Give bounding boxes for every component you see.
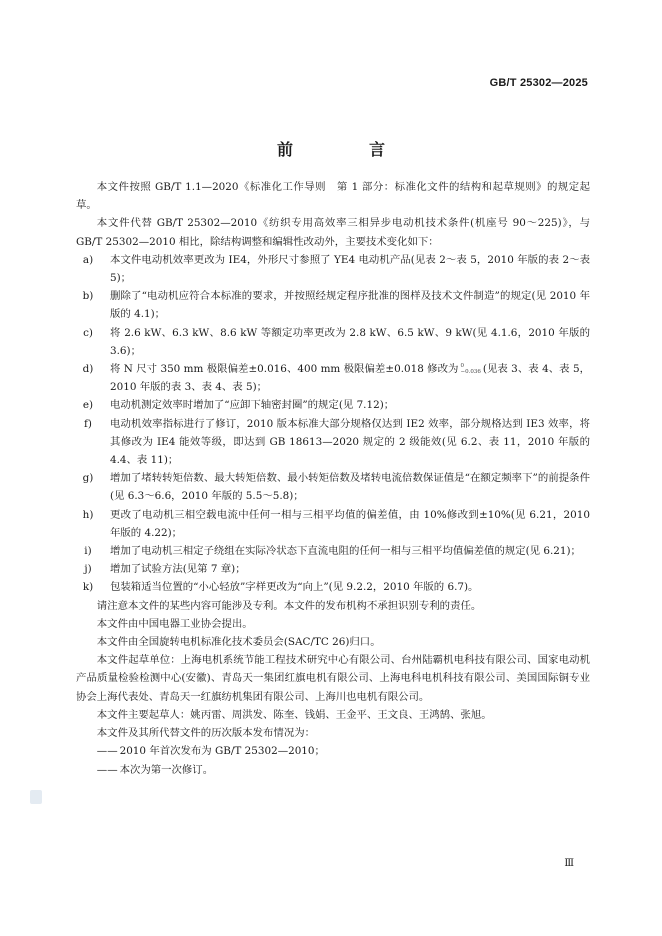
foreword-body	[76, 178, 590, 779]
list-text: 包装箱适当位置的“小心轻放”字样更改为“向上”(见 9.2.2，2010 年版的 6.7)。	[110, 581, 479, 594]
tolerance-lower: −0.036	[460, 369, 481, 376]
list-text: 增加了堵转转矩倍数、最大转矩倍数、最小转矩倍数及堵转电流倍数保证值是“在额定频率下”的前提条件(见 6.3～6.6，2010 年版的 5.5～5.8)；	[110, 472, 590, 503]
list-item	[76, 360, 590, 396]
paragraph: 本文件按照 GB/T 1.1—2020《标准化工作导则 第 1 部分：标准化文件的结构和起草规则》的规定起草。	[76, 181, 590, 212]
list-label: k)	[82, 581, 94, 594]
watermark-icon	[30, 790, 42, 804]
list-label: b)	[82, 290, 94, 303]
list-text: 增加了电动机三相定子绕组在实际冷状态下直流电阻的任何一相与三相平均值偏差值的规定(见 6.21)；	[110, 545, 581, 558]
technical-committee: 本文件由全国旋转电机标准化技术委员会(SAC/TC 26)归口。	[96, 636, 381, 649]
list-text: 电动机测定效率时增加了“应卸下轴密封圈”的规定(见 7.12)；	[110, 399, 395, 412]
proposer: 本文件由中国电器工业协会提出。	[96, 617, 253, 630]
list-item	[76, 506, 590, 542]
tolerance-upper: 0	[460, 363, 464, 370]
list-label: i)	[84, 545, 92, 558]
list-label: f)	[84, 417, 92, 430]
list-label: g)	[82, 472, 94, 485]
list-text: 本文件电动机效率更改为 IE4，外形尺寸参照了 YE4 电动机产品(见表 2～表 5，2010 年版的表 2～表 5)；	[110, 253, 590, 285]
dash-mark: ——	[96, 745, 118, 758]
list-label: h)	[82, 508, 94, 521]
list-label: j)	[84, 563, 92, 576]
history-text: 本次为第一次修订。	[119, 763, 214, 776]
page-number: Ⅲ	[564, 858, 574, 869]
history-item	[76, 742, 590, 760]
list-label: d)	[82, 363, 94, 376]
list-text: 将 2.6 kW、6.3 kW、8.6 kW 等额定功率更改为 2.8 kW、6.5 kW、9 kW(见 4.1.6，2010 年版的 3.6)；	[110, 326, 590, 357]
list-item	[76, 542, 590, 560]
list-text: 将 N 尺寸 350 mm 极限偏差±0.016、400 mm 极限偏差±0.018 修改为	[110, 363, 459, 376]
history-intro: 本文件及其所代替文件的历次版本发布情况为：	[96, 727, 315, 740]
drafting-organizations: 本文件起草单位：上海电机系统节能工程技术研究中心有限公司、台州陆霸机电科技有限公司、国家电动机产品质量检验检测中心(安徽)、青岛天一集团红旗电机有限公司、上海电科电机科技有限公司、美国国际铜专业协会上海代表处、青岛天一红旗纺机集团有限公司、上海川也电机有限公司。	[76, 654, 590, 703]
list-item	[76, 287, 590, 323]
list-text: 增加了试验方法(见第 7 章)；	[110, 563, 246, 576]
list-text: 电动机效率指标进行了修订，2010 版本标准大部分规格仅达到 IE2 效率，部分规格达到 IE3 效率，将其修改为 IE4 能效等级，即达到 GB 18613—2020 规定的 2 级能效(见 6.2、表 11，2010 年版的 4.4、表 11)；	[110, 417, 590, 467]
list-item	[76, 578, 590, 596]
change-list	[76, 251, 590, 597]
drafters: 本文件主要起草人：姚丙雷、周洪发、陈奎、钱娟、王金平、王文良、王鸿鹄、张旭。	[96, 708, 492, 721]
tolerance-fraction	[461, 363, 481, 375]
list-item	[76, 415, 590, 470]
list-text: 删除了“电动机应符合本标准的要求，并按照经规定程序批准的图样及技术文件制造”的规定(见 2010 年版的 4.1)；	[110, 290, 590, 321]
list-label: a)	[82, 253, 94, 266]
history-text: 2010 年首次发布为 GB/T 25302—2010；	[119, 745, 325, 758]
list-label: c)	[83, 326, 93, 339]
standard-number: GB/T 25302—2025	[489, 77, 588, 89]
list-item	[76, 251, 590, 287]
page-title: 前 言	[276, 140, 415, 159]
list-item	[76, 469, 590, 505]
dash-mark: ——	[96, 763, 118, 776]
history-item	[76, 761, 590, 779]
list-item	[76, 560, 590, 578]
list-text: 更改了电动机三相空载电流中任何一相与三相平均值的偏差值，由 10%修改到±10%(见 6.21，2010 年版的 4.22)；	[110, 508, 590, 539]
patent-notice: 请注意本文件的某些内容可能涉及专利。本文件的发布机构不承担识别专利的责任。	[96, 599, 482, 612]
list-item	[76, 396, 590, 414]
list-text: (见表 3、表 4、表 5，2010 年版的表 3、表 4、表 5)；	[110, 363, 591, 394]
list-label: e)	[82, 399, 94, 412]
paragraph: 本文件代替 GB/T 25302—2010《纺织专用高效率三相异步电动机技术条件(机座号 90～225)》，与 GB/T 25302—2010 相比，除结构调整和编辑性改动外，主要技术变化如下：	[76, 217, 590, 248]
list-item	[76, 324, 590, 360]
